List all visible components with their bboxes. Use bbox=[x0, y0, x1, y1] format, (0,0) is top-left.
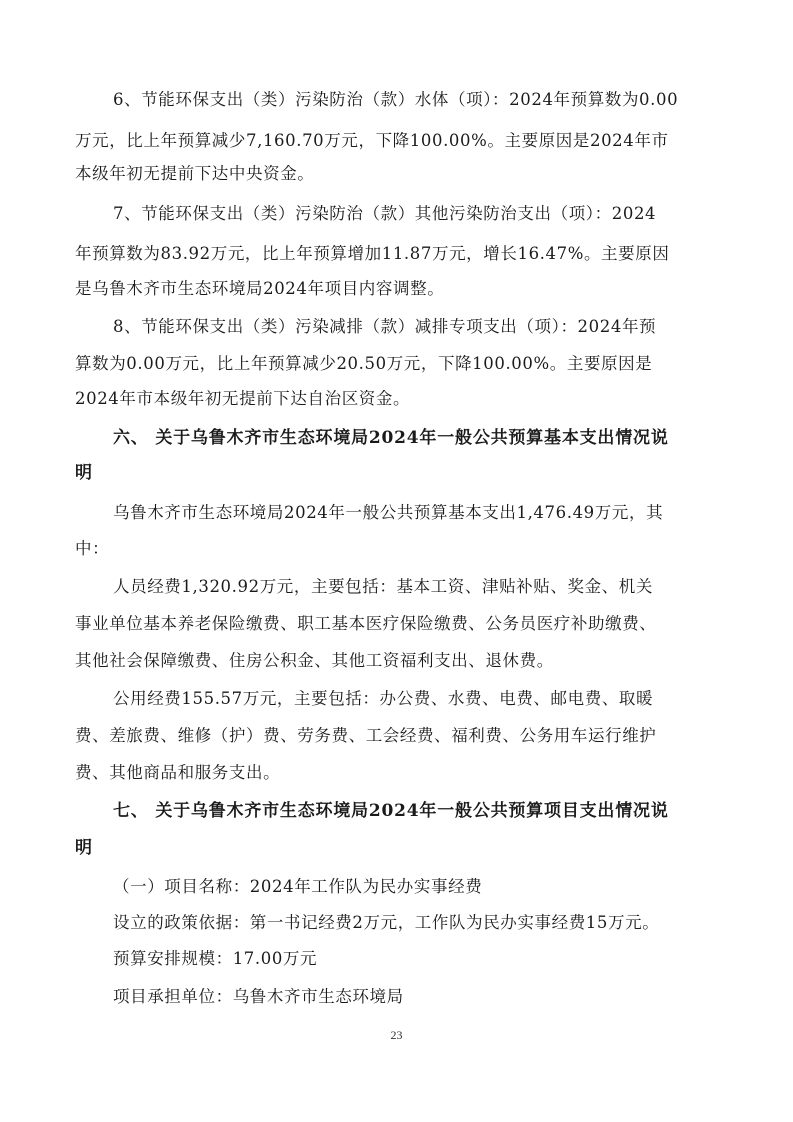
budget-scale: 预算安排规模：17.00万元 bbox=[113, 949, 318, 968]
paragraph-8-line-1: 8、节能环保支出（类）污染减排（款）减排专项支出（项）：2024年预 bbox=[113, 317, 657, 336]
paragraph-6-line-3: 本级年初无提前下达中央资金。 bbox=[75, 164, 315, 183]
section-6-heading-line-1: 六、 关于乌鲁木齐市生态环境局2024年一般公共预算基本支出情况说 bbox=[113, 428, 669, 448]
paragraph-6-line-1: 6、节能环保支出（类）污染防治（款）水体（项）：2024年预算数为0.00 bbox=[113, 90, 679, 109]
undertaking-unit: 项目承担单位：乌鲁木齐市生态环境局 bbox=[113, 987, 404, 1006]
personnel-expense-line-3: 其他社会保障缴费、住房公积金、其他工资福利支出、退休费。 bbox=[75, 651, 554, 670]
paragraph-8-line-3: 2024年市本级年初无提前下达自治区资金。 bbox=[75, 389, 411, 408]
public-expense-line-3: 费、其他商品和服务支出。 bbox=[75, 763, 281, 782]
personnel-expense-line-2: 事业单位基本养老保险缴费、职工基本医疗保险缴费、公务员医疗补助缴费、 bbox=[75, 614, 657, 633]
paragraph-6-line-2: 万元，比上年预算减少7,160.70万元，下降100.00%。主要原因是2024年市 bbox=[75, 131, 669, 150]
public-expense-line-2: 费、差旅费、维修（护）费、劳务费、工会经费、福利费、公务用车运行维护 bbox=[75, 726, 657, 745]
project-name: （一）项目名称：2024年工作队为民办实事经费 bbox=[113, 877, 483, 896]
section-6-intro-line-1: 乌鲁木齐市生态环境局2024年一般公共预算基本支出1,476.49万元，其 bbox=[113, 503, 664, 522]
personnel-expense-line-1: 人员经费1,320.92万元，主要包括：基本工资、津贴补贴、奖金、机关 bbox=[113, 577, 653, 596]
section-6-intro-line-2: 中： bbox=[75, 539, 110, 558]
paragraph-7-line-2: 年预算数为83.92万元，比上年预算增加11.87万元，增长16.47%。主要原因 bbox=[75, 244, 670, 263]
section-7-heading-line-2: 明 bbox=[75, 838, 93, 858]
page-number: 23 bbox=[390, 1028, 403, 1042]
section-7-heading-line-1: 七、 关于乌鲁木齐市生态环境局2024年一般公共预算项目支出情况说 bbox=[113, 801, 669, 821]
public-expense-line-1: 公用经费155.57万元，主要包括：办公费、水费、电费、邮电费、取暖 bbox=[113, 689, 654, 708]
policy-basis: 设立的政策依据：第一书记经费2万元，工作队为民办实事经费15万元。 bbox=[113, 913, 660, 932]
section-6-heading-line-2: 明 bbox=[75, 463, 93, 483]
paragraph-7-line-3: 是乌鲁木齐市生态环境局2024年项目内容调整。 bbox=[75, 279, 445, 298]
paragraph-8-line-2: 算数为0.00万元，比上年预算减少20.50万元，下降100.00%。主要原因是 bbox=[75, 354, 653, 373]
paragraph-7-line-1: 7、节能环保支出（类）污染防治（款）其他污染防治支出（项）：2024 bbox=[113, 204, 657, 223]
